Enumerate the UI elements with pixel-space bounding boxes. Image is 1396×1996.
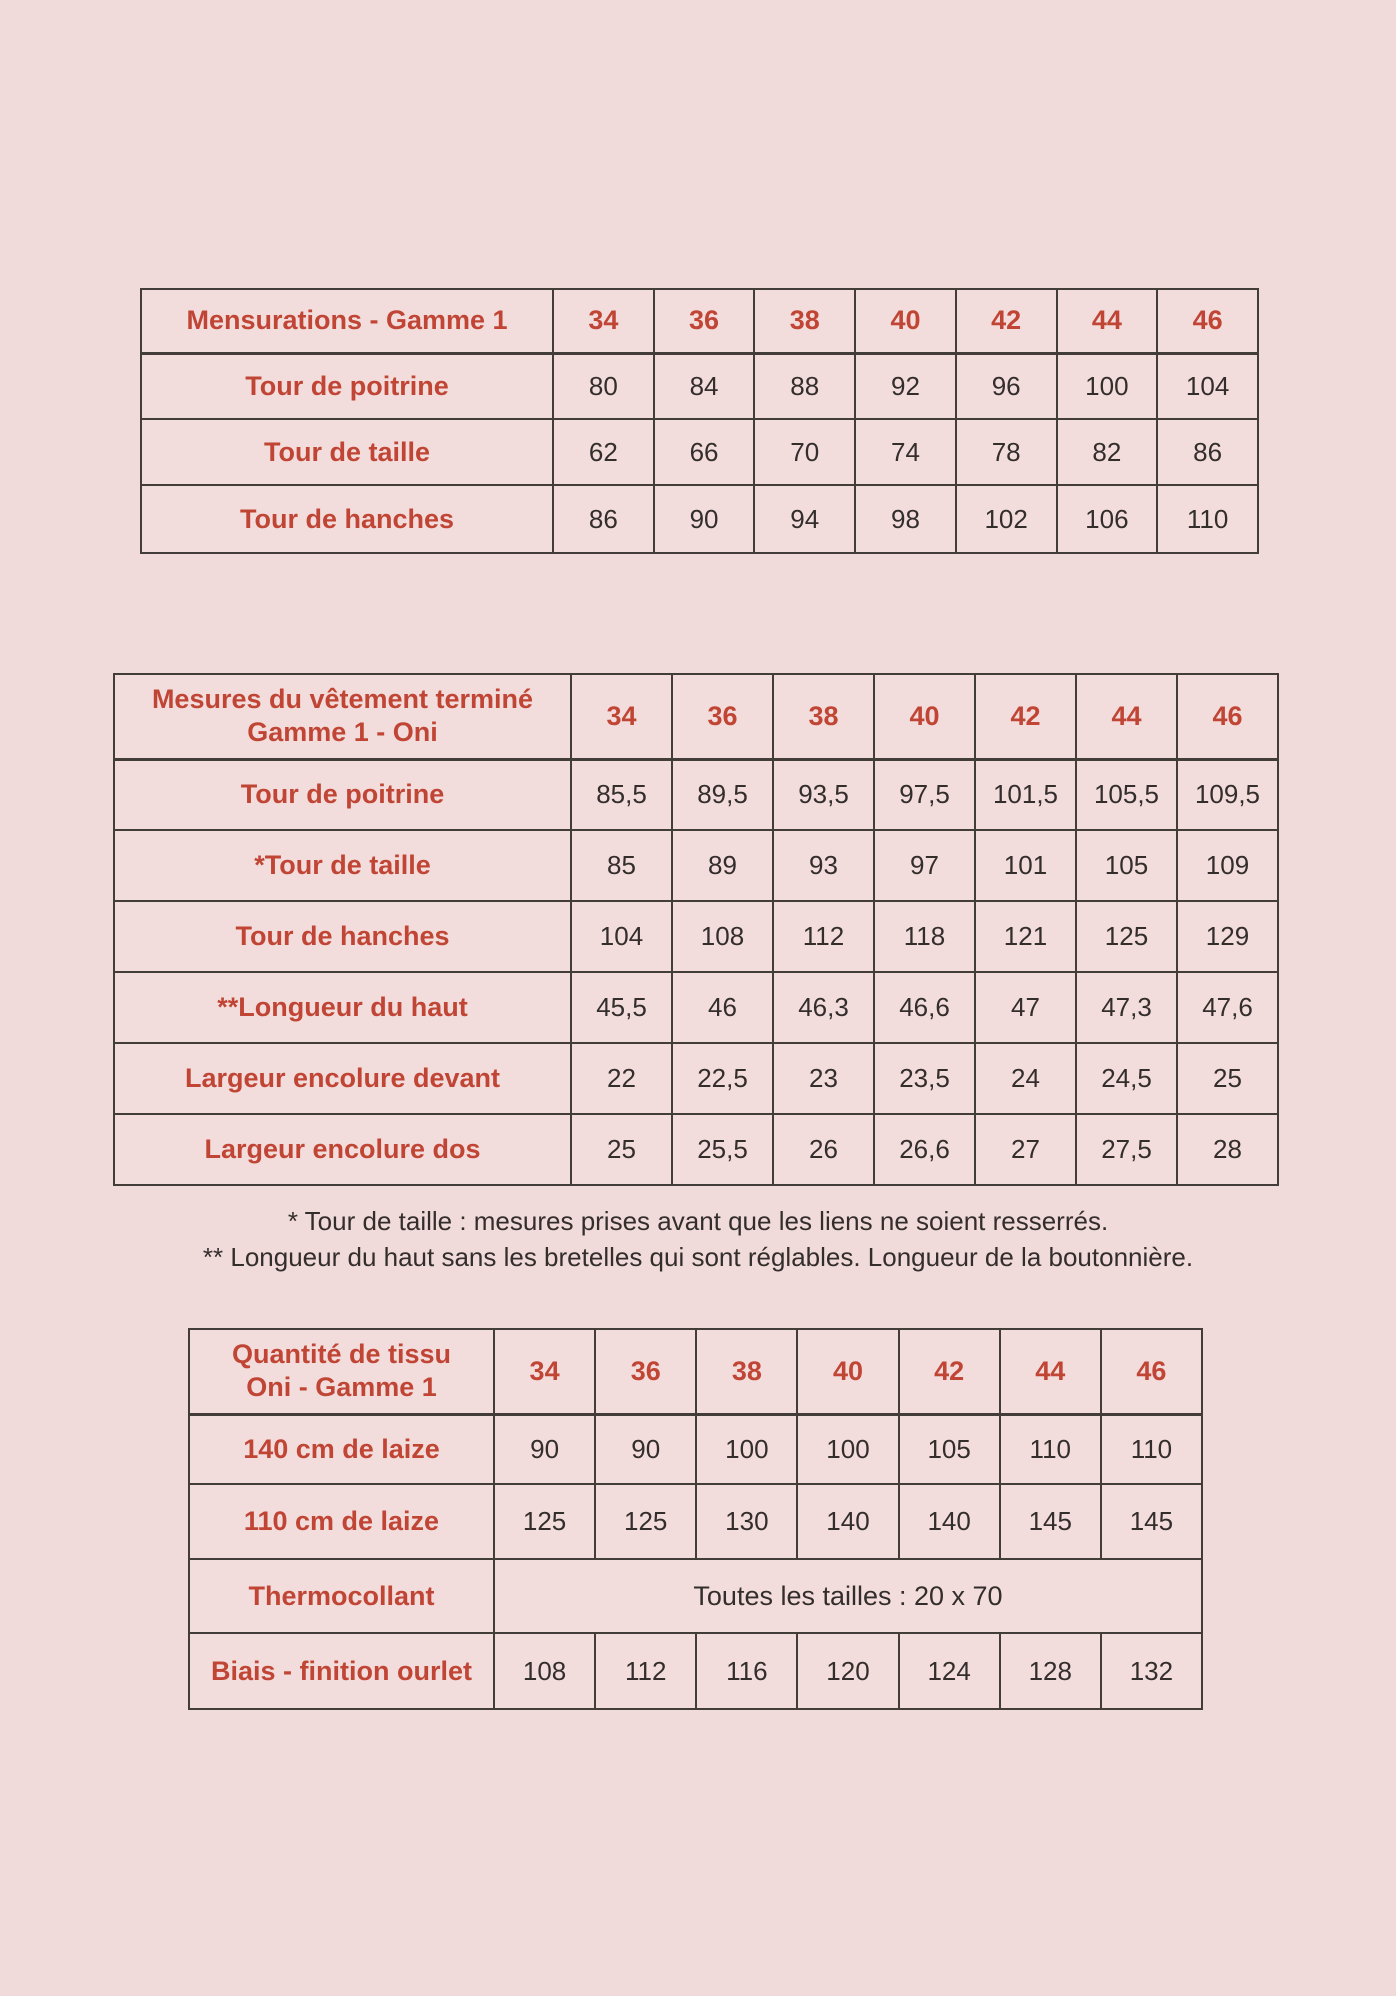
footnote-waist: * Tour de taille : mesures prises avant que les liens ne soient resserrés. [287, 1206, 1109, 1236]
value-cell: 22,5 [672, 1043, 773, 1114]
size-header: 34 [571, 674, 672, 759]
value-cell: 101 [975, 830, 1076, 901]
row-label: **Longueur du haut [114, 972, 571, 1043]
value-cell: 106 [1057, 485, 1158, 553]
value-cell: 85,5 [571, 759, 672, 830]
value-cell: 86 [553, 485, 654, 553]
value-cell: 97,5 [874, 759, 975, 830]
value-cell: 98 [855, 485, 956, 553]
size-header: 40 [797, 1329, 898, 1414]
table-title [189, 1329, 494, 1414]
value-cell: 96 [956, 353, 1057, 419]
value-cell: 70 [754, 419, 855, 485]
value-cell: 94 [754, 485, 855, 553]
value-cell: 97 [874, 830, 975, 901]
row-label: Biais - finition ourlet [189, 1633, 494, 1709]
value-cell: 130 [696, 1484, 797, 1559]
value-cell: 46 [672, 972, 773, 1043]
table-row [141, 419, 1258, 485]
size-header: 34 [553, 289, 654, 353]
value-cell: 78 [956, 419, 1057, 485]
value-cell: 47,3 [1076, 972, 1177, 1043]
size-header: 42 [975, 674, 1076, 759]
value-cell: 26 [773, 1114, 874, 1185]
value-cell: 23 [773, 1043, 874, 1114]
value-cell: 26,6 [874, 1114, 975, 1185]
value-cell: 104 [1157, 353, 1258, 419]
value-cell: 25,5 [672, 1114, 773, 1185]
value-cell: 27,5 [1076, 1114, 1177, 1185]
table-row [189, 1484, 1202, 1559]
size-header: 36 [595, 1329, 696, 1414]
table-row-merged [189, 1559, 1202, 1633]
value-cell: 132 [1101, 1633, 1202, 1709]
size-header: 44 [1076, 674, 1177, 759]
value-cell: 24,5 [1076, 1043, 1177, 1114]
table-row [189, 1414, 1202, 1484]
value-cell: 110 [1157, 485, 1258, 553]
value-cell: 24 [975, 1043, 1076, 1114]
finished-garment-table [113, 673, 1279, 1186]
value-cell: 108 [494, 1633, 595, 1709]
value-cell: 101,5 [975, 759, 1076, 830]
table-title-line2: Oni - Gamme 1 [246, 1372, 437, 1403]
merged-value-cell: Toutes les tailles : 20 x 70 [494, 1559, 1202, 1633]
value-cell: 145 [1101, 1484, 1202, 1559]
value-cell: 124 [899, 1633, 1000, 1709]
table-row [114, 830, 1278, 901]
value-cell: 125 [595, 1484, 696, 1559]
size-header: 40 [855, 289, 956, 353]
size-header: 42 [899, 1329, 1000, 1414]
value-cell: 109,5 [1177, 759, 1278, 830]
value-cell: 110 [1101, 1414, 1202, 1484]
value-cell: 27 [975, 1114, 1076, 1185]
value-cell: 90 [654, 485, 755, 553]
value-cell: 93,5 [773, 759, 874, 830]
value-cell: 90 [595, 1414, 696, 1484]
row-label: 140 cm de laize [189, 1414, 494, 1484]
value-cell: 108 [672, 901, 773, 972]
table-header-row [189, 1329, 1202, 1414]
value-cell: 104 [571, 901, 672, 972]
size-header: 44 [1000, 1329, 1101, 1414]
size-header: 46 [1101, 1329, 1202, 1414]
table-row [114, 972, 1278, 1043]
value-cell: 105 [1076, 830, 1177, 901]
row-label: *Tour de taille [114, 830, 571, 901]
value-cell: 100 [696, 1414, 797, 1484]
value-cell: 105,5 [1076, 759, 1177, 830]
value-cell: 116 [696, 1633, 797, 1709]
value-cell: 100 [1057, 353, 1158, 419]
table-title-line1: Mesures du vêtement terminé [151, 684, 534, 715]
value-cell: 140 [797, 1484, 898, 1559]
table-row [114, 1114, 1278, 1185]
value-cell: 47 [975, 972, 1076, 1043]
value-cell: 25 [571, 1114, 672, 1185]
value-cell: 121 [975, 901, 1076, 972]
value-cell: 46,6 [874, 972, 975, 1043]
value-cell: 140 [899, 1484, 1000, 1559]
row-label: Tour de poitrine [141, 353, 553, 419]
size-header: 40 [874, 674, 975, 759]
size-header: 44 [1057, 289, 1158, 353]
row-label: Tour de hanches [114, 901, 571, 972]
value-cell: 120 [797, 1633, 898, 1709]
size-header: 38 [773, 674, 874, 759]
table-title [114, 674, 571, 759]
size-header: 46 [1157, 289, 1258, 353]
row-label: Largeur encolure dos [114, 1114, 571, 1185]
value-cell: 82 [1057, 419, 1158, 485]
value-cell: 110 [1000, 1414, 1101, 1484]
table-row [141, 353, 1258, 419]
table-title: Mensurations - Gamme 1 [141, 289, 553, 353]
footnotes [0, 1203, 1396, 1275]
value-cell: 74 [855, 419, 956, 485]
value-cell: 112 [773, 901, 874, 972]
value-cell: 22 [571, 1043, 672, 1114]
table-row [114, 1043, 1278, 1114]
value-cell: 90 [494, 1414, 595, 1484]
value-cell: 66 [654, 419, 755, 485]
value-cell: 145 [1000, 1484, 1101, 1559]
table-row [114, 759, 1278, 830]
value-cell: 102 [956, 485, 1057, 553]
value-cell: 125 [494, 1484, 595, 1559]
row-label: Tour de hanches [141, 485, 553, 553]
value-cell: 28 [1177, 1114, 1278, 1185]
size-header: 42 [956, 289, 1057, 353]
value-cell: 62 [553, 419, 654, 485]
size-header: 38 [696, 1329, 797, 1414]
size-header: 34 [494, 1329, 595, 1414]
row-label: Tour de taille [141, 419, 553, 485]
value-cell: 45,5 [571, 972, 672, 1043]
value-cell: 105 [899, 1414, 1000, 1484]
table-row [189, 1633, 1202, 1709]
value-cell: 80 [553, 353, 654, 419]
value-cell: 86 [1157, 419, 1258, 485]
value-cell: 118 [874, 901, 975, 972]
body-measurements-table [140, 288, 1259, 554]
value-cell: 112 [595, 1633, 696, 1709]
value-cell: 125 [1076, 901, 1177, 972]
size-header: 38 [754, 289, 855, 353]
value-cell: 25 [1177, 1043, 1278, 1114]
value-cell: 128 [1000, 1633, 1101, 1709]
value-cell: 129 [1177, 901, 1278, 972]
value-cell: 92 [855, 353, 956, 419]
table-title-line2: Gamme 1 - Oni [247, 717, 438, 748]
size-header: 36 [654, 289, 755, 353]
fabric-quantity-table [188, 1328, 1203, 1710]
value-cell: 88 [754, 353, 855, 419]
value-cell: 89,5 [672, 759, 773, 830]
table-header-row [114, 674, 1278, 759]
table-row [141, 485, 1258, 553]
row-label: Largeur encolure devant [114, 1043, 571, 1114]
value-cell: 85 [571, 830, 672, 901]
table-header-row [141, 289, 1258, 353]
row-label: 110 cm de laize [189, 1484, 494, 1559]
value-cell: 100 [797, 1414, 898, 1484]
value-cell: 23,5 [874, 1043, 975, 1114]
value-cell: 93 [773, 830, 874, 901]
row-label: Thermocollant [189, 1559, 494, 1633]
table-row [114, 901, 1278, 972]
value-cell: 47,6 [1177, 972, 1278, 1043]
value-cell: 109 [1177, 830, 1278, 901]
value-cell: 84 [654, 353, 755, 419]
size-header: 36 [672, 674, 773, 759]
footnote-top-length: ** Longueur du haut sans les bretelles qui sont réglables. Longueur de la boutonnière. [202, 1242, 1194, 1272]
size-header: 46 [1177, 674, 1278, 759]
table-title-line1: Quantité de tissu [231, 1339, 452, 1370]
value-cell: 46,3 [773, 972, 874, 1043]
row-label: Tour de poitrine [114, 759, 571, 830]
value-cell: 89 [672, 830, 773, 901]
